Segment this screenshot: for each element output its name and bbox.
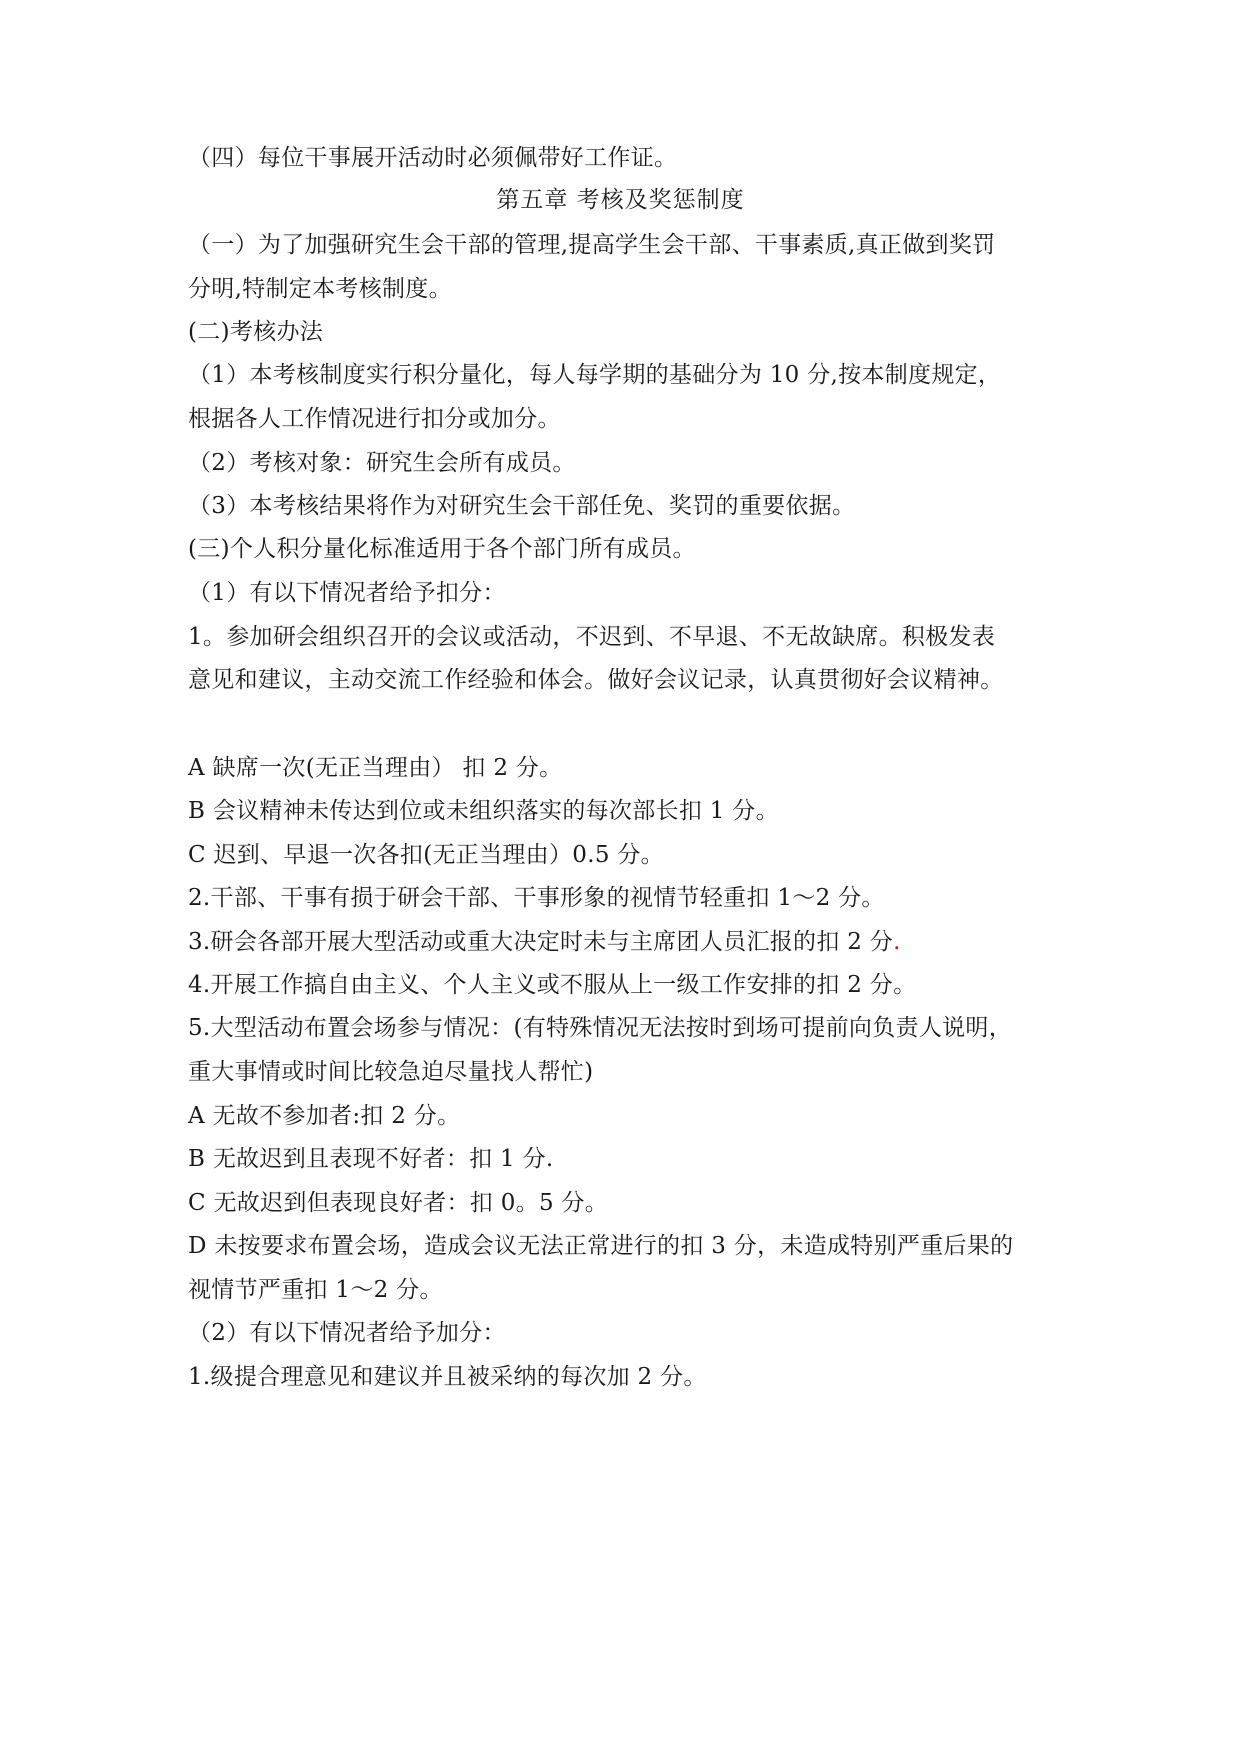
section-heading: (二)考核办法 [188, 319, 324, 345]
list-item [188, 927, 901, 957]
paragraph-line: （一）为了加强研究生会干部的管理,提高学生会干部、干事素质,真正做到奖罚 [188, 232, 996, 258]
paragraph-line: （四）每位干事展开活动时必须佩带好工作证。 [188, 145, 678, 171]
list-item: A 缺席一次(无正当理由） 扣 2 分。 [188, 755, 563, 781]
list-item: C 无故迟到但表现良好者：扣 0。5 分。 [188, 1190, 609, 1216]
paragraph-line: 意见和建议，主动交流工作经验和体会。做好会议记录，认真贯彻好会议精神。 [188, 667, 1004, 693]
list-item: 2.干部、干事有损于研会干部、干事形象的视情节轻重扣 1～2 分。 [188, 885, 885, 911]
paragraph-line: 视情节严重扣 1～2 分。 [188, 1277, 443, 1303]
paragraph-line: （3）本考核结果将作为对研究生会干部任免、奖罚的重要依据。 [188, 493, 856, 519]
paragraph-line: 重大事情或时间比较急迫尽量找人帮忙) [188, 1059, 594, 1085]
paragraph-line: （1）有以下情况者给予扣分： [188, 580, 506, 606]
list-item: C 迟到、早退一次各扣(无正当理由）0.5 分。 [188, 842, 664, 868]
chapter-title: 第五章 考核及奖惩制度 [496, 187, 745, 213]
list-item: B 会议精神未传达到位或未组织落实的每次部长扣 1 分。 [188, 798, 779, 824]
paragraph-line: （2）有以下情况者给予加分： [188, 1320, 506, 1346]
paragraph-line: （2）考核对象：研究生会所有成员。 [188, 450, 576, 476]
red-period: . [893, 929, 901, 955]
section-heading: (三)个人积分量化标准适用于各个部门所有成员。 [188, 536, 696, 562]
paragraph-line: 分明,特制定本考核制度。 [188, 276, 452, 302]
list-item: 4.开展工作搞自由主义、个人主义或不服从上一级工作安排的扣 2 分。 [188, 972, 917, 998]
paragraph-line: 根据各人工作情况进行扣分或加分。 [188, 406, 561, 432]
list-item-text: 3.研会各部开展大型活动或重大决定时未与主席团人员汇报的扣 2 分 [188, 929, 894, 955]
paragraph-line: （1）本考核制度实行积分量化，每人每学期的基础分为 10 分,按本制度规定， [188, 362, 1002, 388]
paragraph-line: 1。参加研会组织召开的会议或活动，不迟到、不早退、不无故缺席。积极发表 [188, 624, 996, 650]
list-item: A 无故不参加者:扣 2 分。 [188, 1103, 461, 1129]
list-item: B 无故迟到且表现不好者：扣 1 分. [188, 1146, 554, 1172]
list-item: 1.级提合理意见和建议并且被采纳的每次加 2 分。 [188, 1364, 707, 1390]
list-item: D 未按要求布置会场，造成会议无法正常进行的扣 3 分，未造成特别严重后果的 [188, 1233, 1014, 1259]
list-item: 5.大型活动布置会场参与情况：(有特殊情况无法按时到场可提前向负责人说明， [188, 1015, 1013, 1041]
